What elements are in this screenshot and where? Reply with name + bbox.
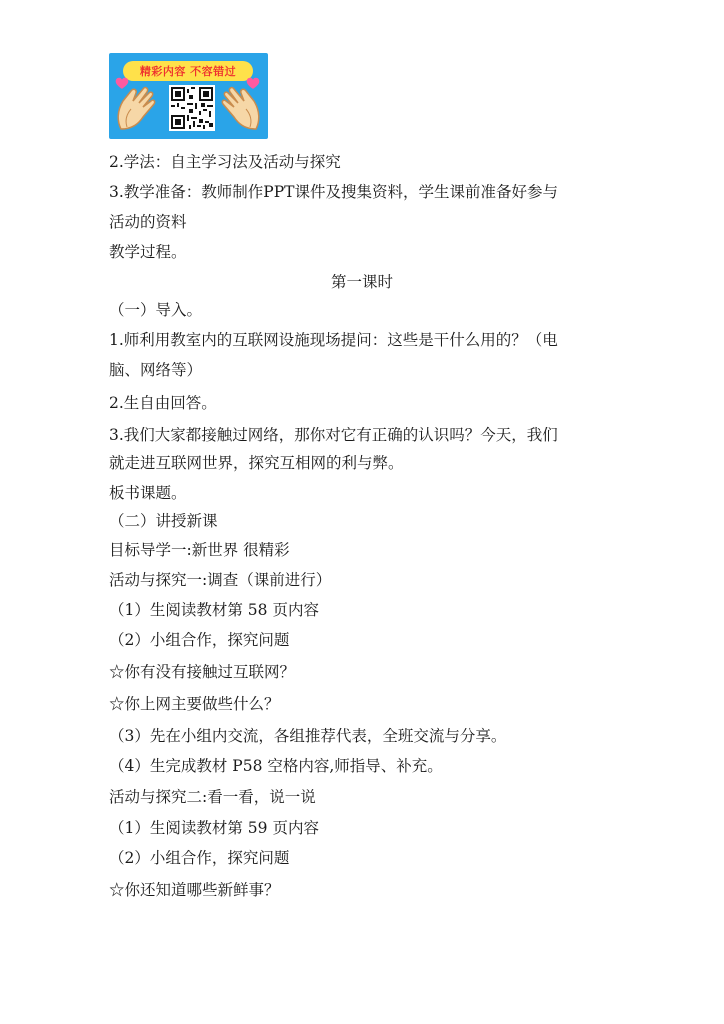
section-heading: 第一课时 (330, 273, 393, 291)
text-line: （1）生阅读教材第 58 页内容 (109, 601, 319, 619)
text-line: 脑、网络等） (109, 361, 203, 379)
text-line: （2）小组合作，探究问题 (109, 849, 290, 867)
text-line: 2.学法：自主学习法及活动与探究 (109, 153, 341, 171)
text-line: （1）生阅读教材第 59 页内容 (109, 819, 319, 837)
clapping-hands-icon (212, 83, 264, 133)
text-line: 活动与探究二:看一看，说一说 (109, 788, 316, 806)
qr-code-icon[interactable] (169, 85, 215, 131)
text-line: 教学过程。 (109, 243, 187, 261)
text-line: （2）小组合作，探究问题 (109, 631, 290, 649)
text-line: （一）导入。 (109, 301, 203, 319)
text-line: 就走进互联网世界，探究互相网的利与弊。 (109, 454, 404, 472)
text-line: ☆你上网主要做些什么？ (109, 695, 280, 713)
promo-banner[interactable] (109, 53, 268, 139)
text-line: 活动与探究一:调查（课前进行） (109, 571, 332, 589)
text-line: ☆你有没有接触过互联网？ (109, 663, 296, 681)
text-line: 2.生自由回答。 (109, 394, 217, 412)
text-line: （二）讲授新课 (109, 512, 218, 530)
text-line: 目标导学一:新世界 很精彩 (109, 541, 290, 559)
text-line: 3.教学准备：教师制作PPT课件及搜集资料，学生课前准备好参与 (109, 183, 558, 201)
banner-pill (123, 61, 253, 81)
text-line: 活动的资料 (109, 213, 187, 231)
text-line: 1.师利用教室内的互联网设施现场提问：这些是干什么用的？（电 (109, 331, 558, 349)
text-line: （4）生完成教材 P58 空格内容,师指导、补充。 (109, 757, 443, 775)
text-line: （3）先在小组内交流，各组推荐代表，全班交流与分享。 (109, 727, 507, 745)
text-line: 3.我们大家都接触过网络，那你对它有正确的认识吗？今天，我们 (109, 426, 558, 444)
text-line: 板书课题。 (109, 484, 187, 502)
clapping-hands-icon (113, 83, 165, 133)
banner-text: 精彩内容 不容错过 (139, 65, 237, 78)
text-line: ☆你还知道哪些新鲜事？ (109, 881, 280, 899)
